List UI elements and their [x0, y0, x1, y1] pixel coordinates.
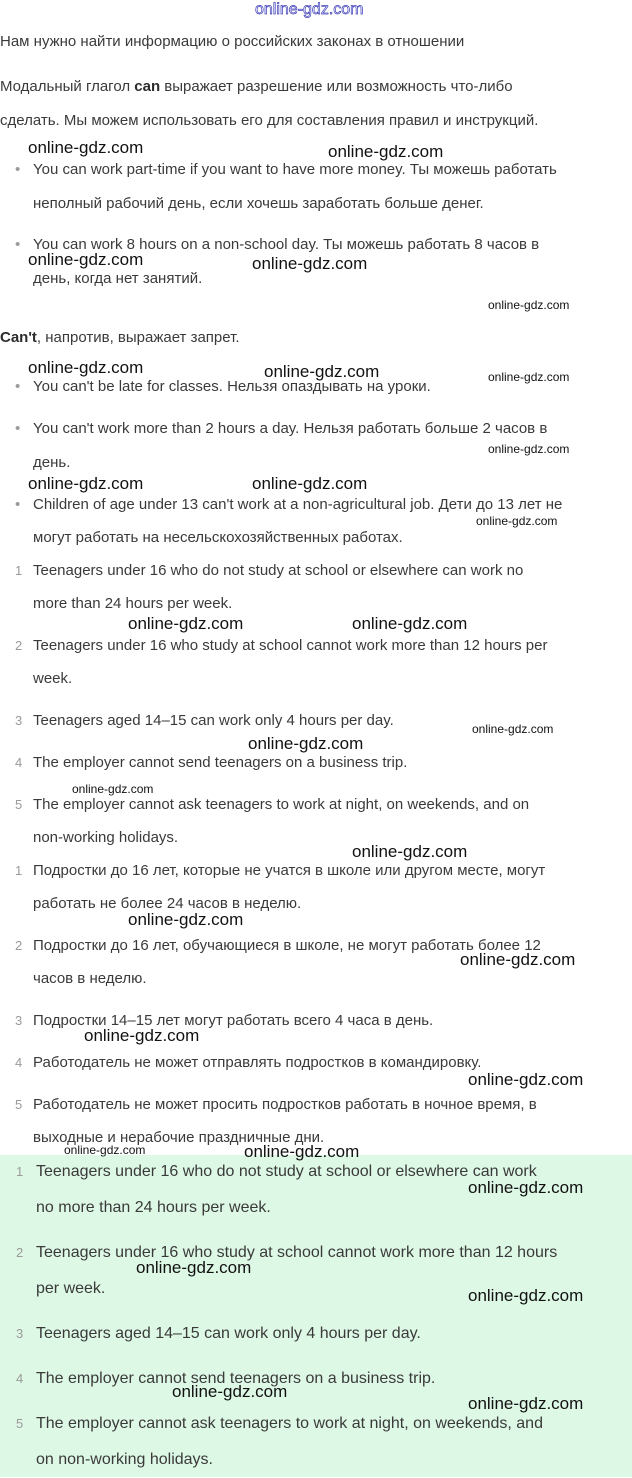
watermark: online-gdz.com: [248, 734, 364, 753]
watermark: online-gdz.com: [352, 842, 468, 861]
watermark: online-gdz.com: [264, 362, 380, 381]
cant-intro: Can't, напротив, выражает запрет.: [0, 329, 240, 346]
watermark: online-gdz.com: [28, 358, 144, 377]
watermark: online-gdz.com: [460, 950, 576, 969]
watermark: online-gdz.com: [84, 1026, 200, 1045]
can-keyword: can: [134, 78, 161, 95]
intro-line-2: Модальный глагол can выражает разрешение или возможность что-либо: [0, 78, 513, 95]
watermark: online-gdz.com: [128, 614, 244, 633]
watermark: online-gdz.com: [172, 1382, 288, 1401]
watermark: online-gdz.com: [352, 614, 468, 633]
watermark-small: online-gdz.com: [64, 1143, 146, 1157]
watermark: online-gdz.com: [328, 142, 444, 161]
watermark-small: online-gdz.com: [488, 370, 570, 384]
watermark-small: online-gdz.com: [488, 442, 570, 456]
cant-keyword: Can't: [0, 329, 37, 346]
watermark-small: online-gdz.com: [488, 298, 570, 312]
watermark: online-gdz.com: [468, 1070, 584, 1089]
watermark: online-gdz.com: [28, 250, 144, 269]
watermark: online-gdz.com: [28, 474, 144, 493]
watermark: online-gdz.com: [28, 138, 144, 157]
watermark-small: online-gdz.com: [472, 722, 554, 736]
intro-line-3: сделать. Мы можем использовать его для составления правил и инструкций.: [0, 112, 539, 129]
watermark-small: online-gdz.com: [72, 782, 154, 796]
watermark: online-gdz.com: [252, 474, 368, 493]
watermark: online-gdz.com: [468, 1394, 584, 1413]
watermark-top: online-gdz.com: [255, 1, 364, 18]
watermark: online-gdz.com: [468, 1286, 584, 1305]
intro-line-1: Нам нужно найти информацию о российских законах в отношении: [0, 33, 465, 50]
watermark: online-gdz.com: [128, 910, 244, 929]
watermark: online-gdz.com: [468, 1178, 584, 1197]
watermark: online-gdz.com: [244, 1142, 360, 1161]
watermark-small: online-gdz.com: [476, 514, 558, 528]
watermark: online-gdz.com: [136, 1258, 252, 1277]
watermark: online-gdz.com: [252, 254, 368, 273]
